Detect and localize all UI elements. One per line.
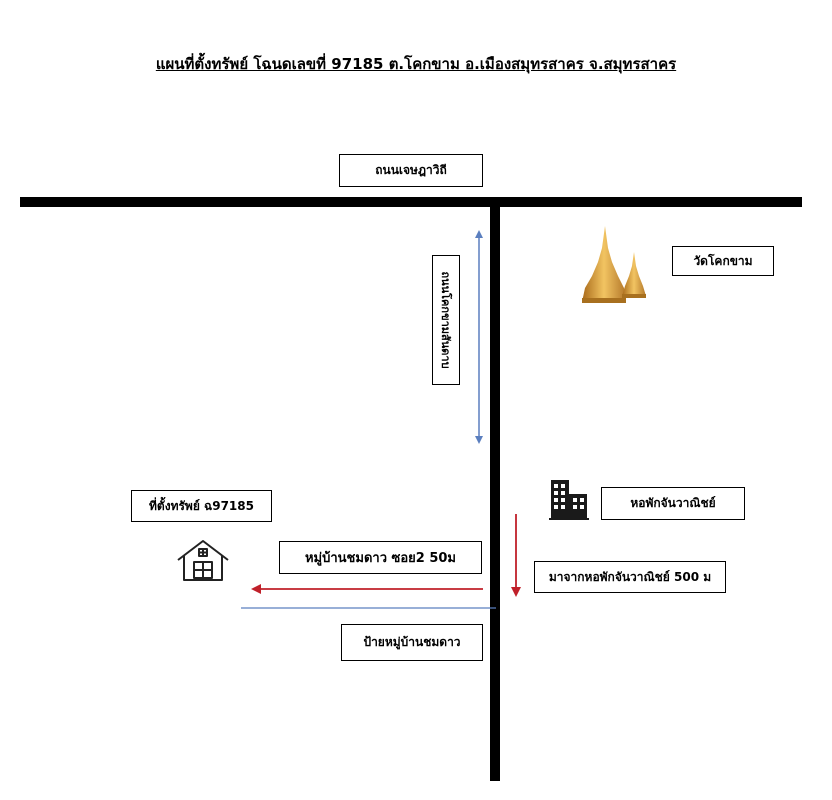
temple-label: วัดโคกขาม	[672, 246, 774, 276]
side-road-label-text: ถนนโคกขามสันดาบ	[439, 271, 452, 369]
main-road-label: ถนนเจษฎาวิถี	[339, 154, 483, 187]
house-icon	[176, 538, 230, 582]
dormitory-label: หอพักจันวาณิชย์	[601, 487, 745, 520]
from-dormitory-label: มาจากหอพักจันวาณิชย์ 500 ม	[534, 561, 726, 593]
village-sign-label: ป้ายหมู่บ้านชมดาว	[341, 624, 483, 661]
pagoda-icon	[568, 218, 660, 308]
map-title: แผนที่ตั้งทรัพย์ โฉนดเลขที่ 97185 ต.โคกขาม อ.เมืองสมุทรสาคร จ.สมุทรสาคร	[155, 55, 677, 73]
village-soi-label: หมู่บ้านชมดาว ซอย2 50ม	[279, 541, 482, 574]
building-icon	[549, 478, 589, 520]
property-label: ที่ตั้งทรัพย์ ฉ97185	[131, 490, 272, 522]
